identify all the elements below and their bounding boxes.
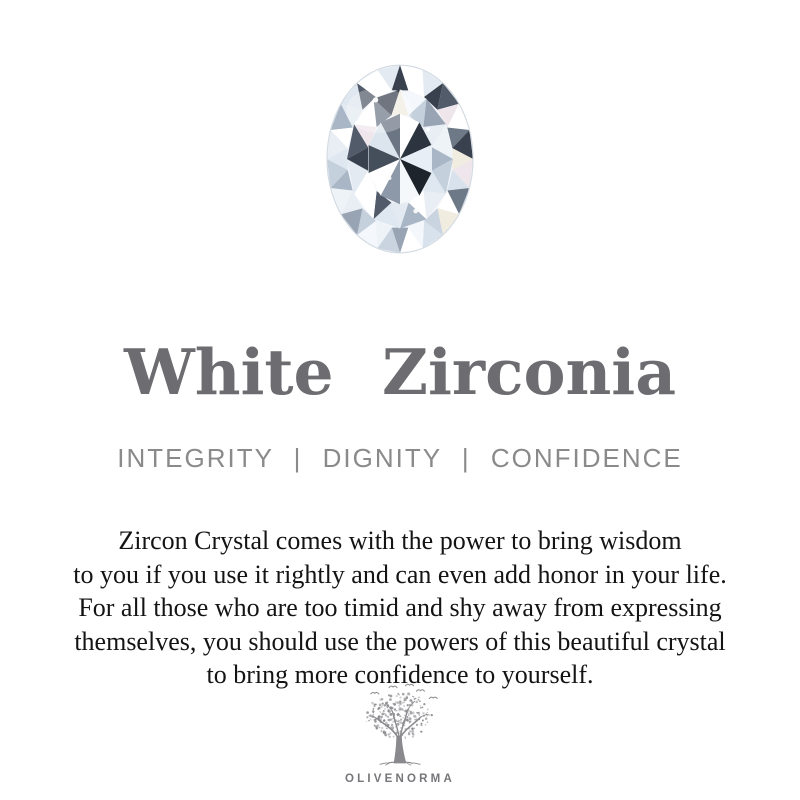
description-text [0,524,800,692]
brand-name: OLIVENORMA [345,773,455,785]
description-line: For all those who are too timid and shy away from expressing [78,593,722,622]
description-line: to bring more confidence to yourself. [206,660,594,689]
description-line: Zircon Crystal comes with the power to bring wisdom [118,526,682,555]
description-line: themselves, you should use the powers of this beautiful crystal [74,626,726,656]
olive-tree-logo-icon [347,683,453,767]
white-zirconia-gem-icon [312,46,488,272]
brand-logo [0,683,800,785]
gemstone-image [312,46,488,272]
tagline: INTEGRITY | DIGNITY | CONFIDENCE [117,443,683,473]
description-line: to you if you use it rightly and can even add honor in your life. [73,559,727,589]
page-title: White Zirconia [123,335,677,409]
